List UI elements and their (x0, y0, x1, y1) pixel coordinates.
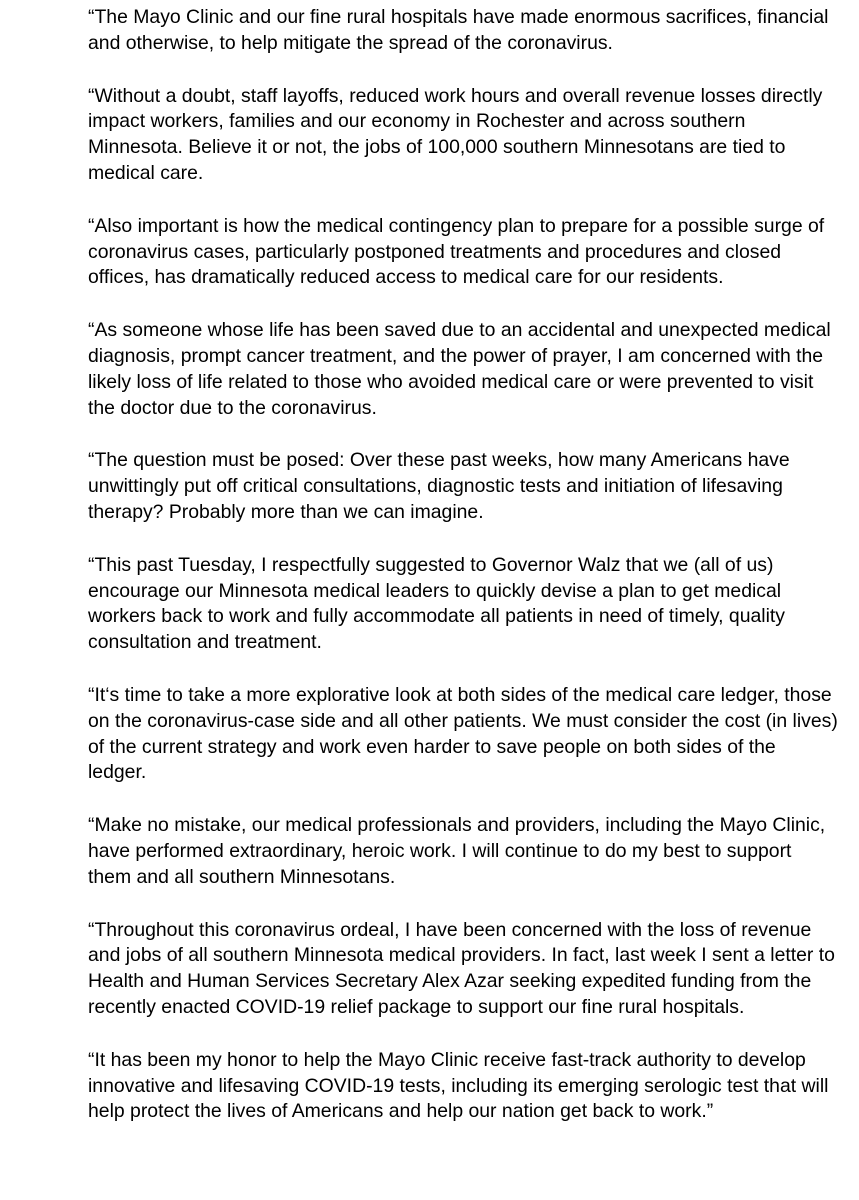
paragraph-6: “This past Tuesday, I respectfully suggested to Governor Walz that we (all of us) encourage our Minnesota medical leaders to quickly devise a plan to get medical workers back to work and fully accommodate all patients in need of timely, quality consultation and treatment. (88, 553, 785, 654)
paragraph-2: “Without a doubt, staff layoffs, reduced work hours and overall revenue losses directly impact workers, families and our economy in Rochester and across southern Minnesota. Believe it or not, the jobs of 100,000 southern Minnesotans are tied to medical care. (88, 84, 823, 184)
paragraph-9: “Throughout this coronavirus ordeal, I have been concerned with the loss of revenue and jobs of all southern Minnesota medical providers. In fact, last week I sent a letter to Health and Human Services Secretary Alex Azar seeking expedited funding from the recently enacted COVID-19 relief package to support our fine rural hospitals. (88, 918, 835, 1018)
paragraph-1: “The Mayo Clinic and our fine rural hospitals have made enormous sacrifices, financial and otherwise, to help mitigate the spread of the coronavirus. (88, 6, 829, 54)
paragraph-10: “It has been my honor to help the Mayo Clinic receive fast-track authority to develop innovative and lifesaving COVID-19 tests, including its emerging serologic test that will help protect the lives of Americans and help our nation get back to work.” (88, 1048, 829, 1123)
paragraph-7: “It‘s time to take a more explorative look at both sides of the medical care ledger, those on the coronavirus-case side and all other patients. We must consider the cost (in lives) of the current strategy and work even harder to save people on both sides of the ledger. (88, 683, 838, 784)
paragraph-8: “Make no mistake, our medical professionals and providers, including the Mayo Clinic, have performed extraordinary, heroic work. I will continue to do my best to support them and all southern Minnesotans. (88, 814, 826, 888)
paragraph-5: “The question must be posed: Over these past weeks, how many Americans have unwittingly put off critical consultations, diagnostic tests and initiation of lifesaving therapy? Probably more than we can imagine. (88, 449, 790, 523)
paragraph-4: “As someone whose life has been saved due to an accidental and unexpected medical diagnosis, prompt cancer treatment, and the power of prayer, I am concerned with the likely loss of life related to those who avoided medical care or were prevented to visit the doctor due to the coronavirus. (88, 319, 831, 419)
paragraph-3: “Also important is how the medical contingency plan to prepare for a possible surge of coronavirus cases, particularly postponed treatments and procedures and closed offices, has dramatically reduced access to medical care for our residents. (88, 214, 825, 289)
